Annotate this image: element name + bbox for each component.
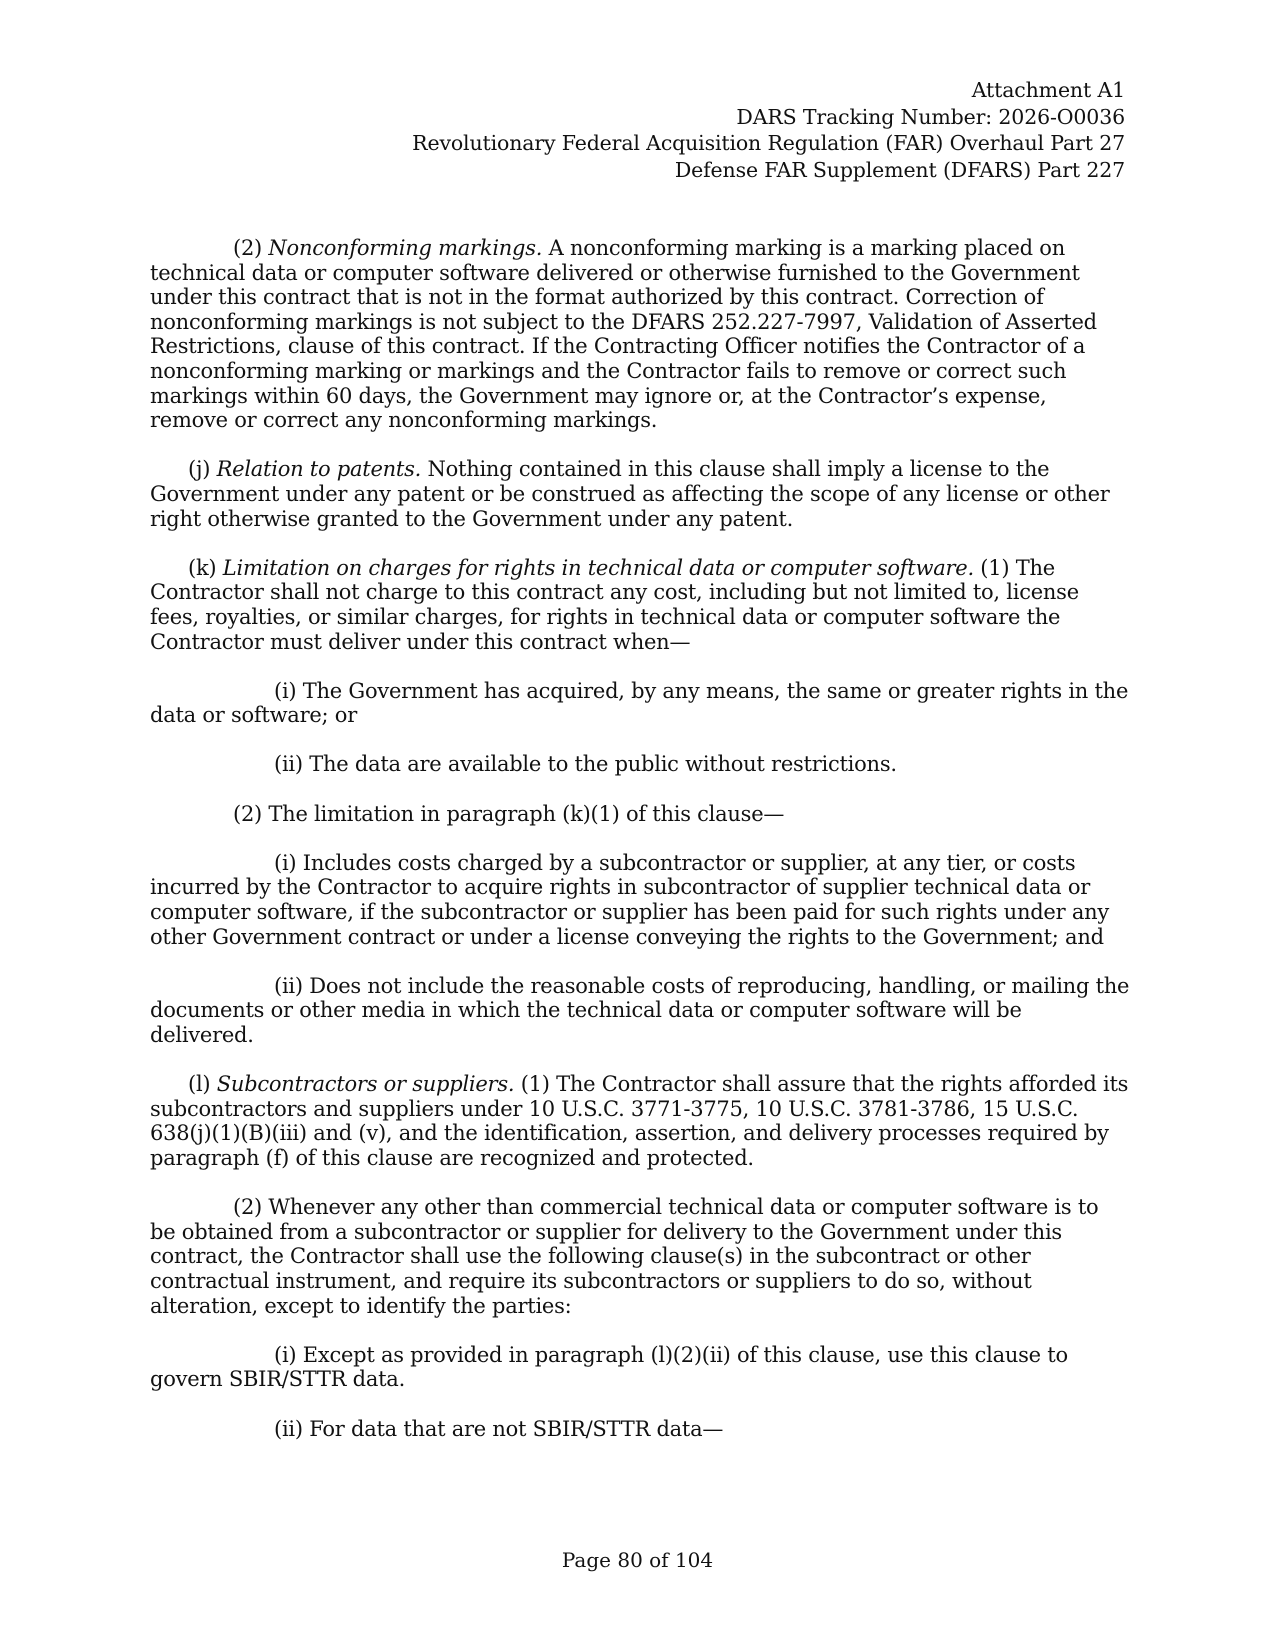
header-tracking-number: DARS Tracking Number: 2026-O0036: [736, 104, 1125, 129]
paragraph-nonconforming-markings: (2) Nonconforming markings. A nonconforming marking is a marking placed on technical data or computer software delivered or otherwise furnished to the Government under this contract that is not in the format authorized by this contract. Correction of nonconforming markings is not subject to the DFARS 252.227-7997, Validation of Asserted Restrictions, clause of this contract. If the Contracting Officer notifies the Contractor of a nonconforming marking or markings and the Contractor fails to remove or correct such markings within 60 days, the Government may ignore or, at the Contractor’s expense, remove or correct any nonconforming markings.: [150, 236, 1097, 433]
page-header: [225, 77, 1125, 183]
paragraph-l2-ii: (ii) For data that are not SBIR/STTR data—: [274, 1416, 724, 1441]
page-number: Page 80 of 104: [561, 1548, 714, 1572]
paragraph-k1-ii: (ii) The data are available to the public without restrictions.: [274, 752, 897, 777]
document-body: [150, 236, 1130, 1441]
paragraph-l2: (2) Whenever any other than commercial technical data or computer software is to be obtained from a subcontractor or supplier for delivery to the Government under this contract, the Contractor shall use the following clause(s) in the subcontract or other contractual instrument, and require its subcontractors or suppliers to do so, without alteration, except to identify the parties:: [150, 1195, 1099, 1318]
paragraph-heading: Subcontractors or suppliers.: [216, 1072, 515, 1097]
paragraph-heading: Nonconforming markings.: [268, 236, 543, 260]
paragraph-k2: (2) The limitation in paragraph (k)(1) of this clause—: [233, 801, 785, 826]
paragraph-k2-i: (i) Includes costs charged by a subcontractor or supplier, at any tier, or costs incurred by the Contractor to acquire rights in subcontractor of supplier technical data or computer software, if the subcontractor or supplier has been paid for such rights under any other Government contract or under a license conveying the rights to the Government; and: [150, 850, 1109, 949]
header-dfars-part: Defense FAR Supplement (DFARS) Part 227: [674, 157, 1125, 182]
header-attachment: Attachment A1: [971, 78, 1125, 102]
paragraph-subcontractors-or-suppliers: (l) Subcontractors or suppliers. (1) The Contractor shall assure that the rights afforded its subcontractors and suppliers under 10 U.S.C. 3771-3775, 10 U.S.C. 3781-3786, 15 U.S.C. 638(j)(1)(B)(iii) and (v), and the identification, assertion, and delivery processes required by paragraph (f) of this clause are recognized and protected.: [150, 1072, 1129, 1170]
paragraph-k1-i: (i) The Government has acquired, by any means, the same or greater rights in the data or software; or: [150, 678, 1129, 728]
paragraph-l2-i: (i) Except as provided in paragraph (l)(2)(ii) of this clause, use this clause to govern SBIR/STTR data.: [150, 1342, 1068, 1392]
paragraph-heading: Relation to patents.: [216, 457, 422, 482]
paragraph-limitation-on-charges: (k) Limitation on charges for rights in technical data or computer software. (1) The Contractor shall not charge to this contract any cost, including but not limited to, license fees, royalties, or similar charges, for rights in technical data or computer software the Contractor must deliver under this contract when—: [150, 555, 1079, 654]
paragraph-heading: Limitation on charges for rights in technical data or computer software.: [222, 555, 974, 580]
paragraph-relation-to-patents: (j) Relation to patents. Nothing contained in this clause shall imply a license to the Government under any patent or be construed as affecting the scope of any license or other right otherwise granted to the Government under any patent.: [150, 457, 1110, 531]
header-far-part: Revolutionary Federal Acquisition Regulation (FAR) Overhaul Part 27: [412, 131, 1125, 155]
paragraph-k2-ii: (ii) Does not include the reasonable costs of reproducing, handling, or mailing the documents or other media in which the technical data or computer software will be delivered.: [150, 973, 1130, 1047]
